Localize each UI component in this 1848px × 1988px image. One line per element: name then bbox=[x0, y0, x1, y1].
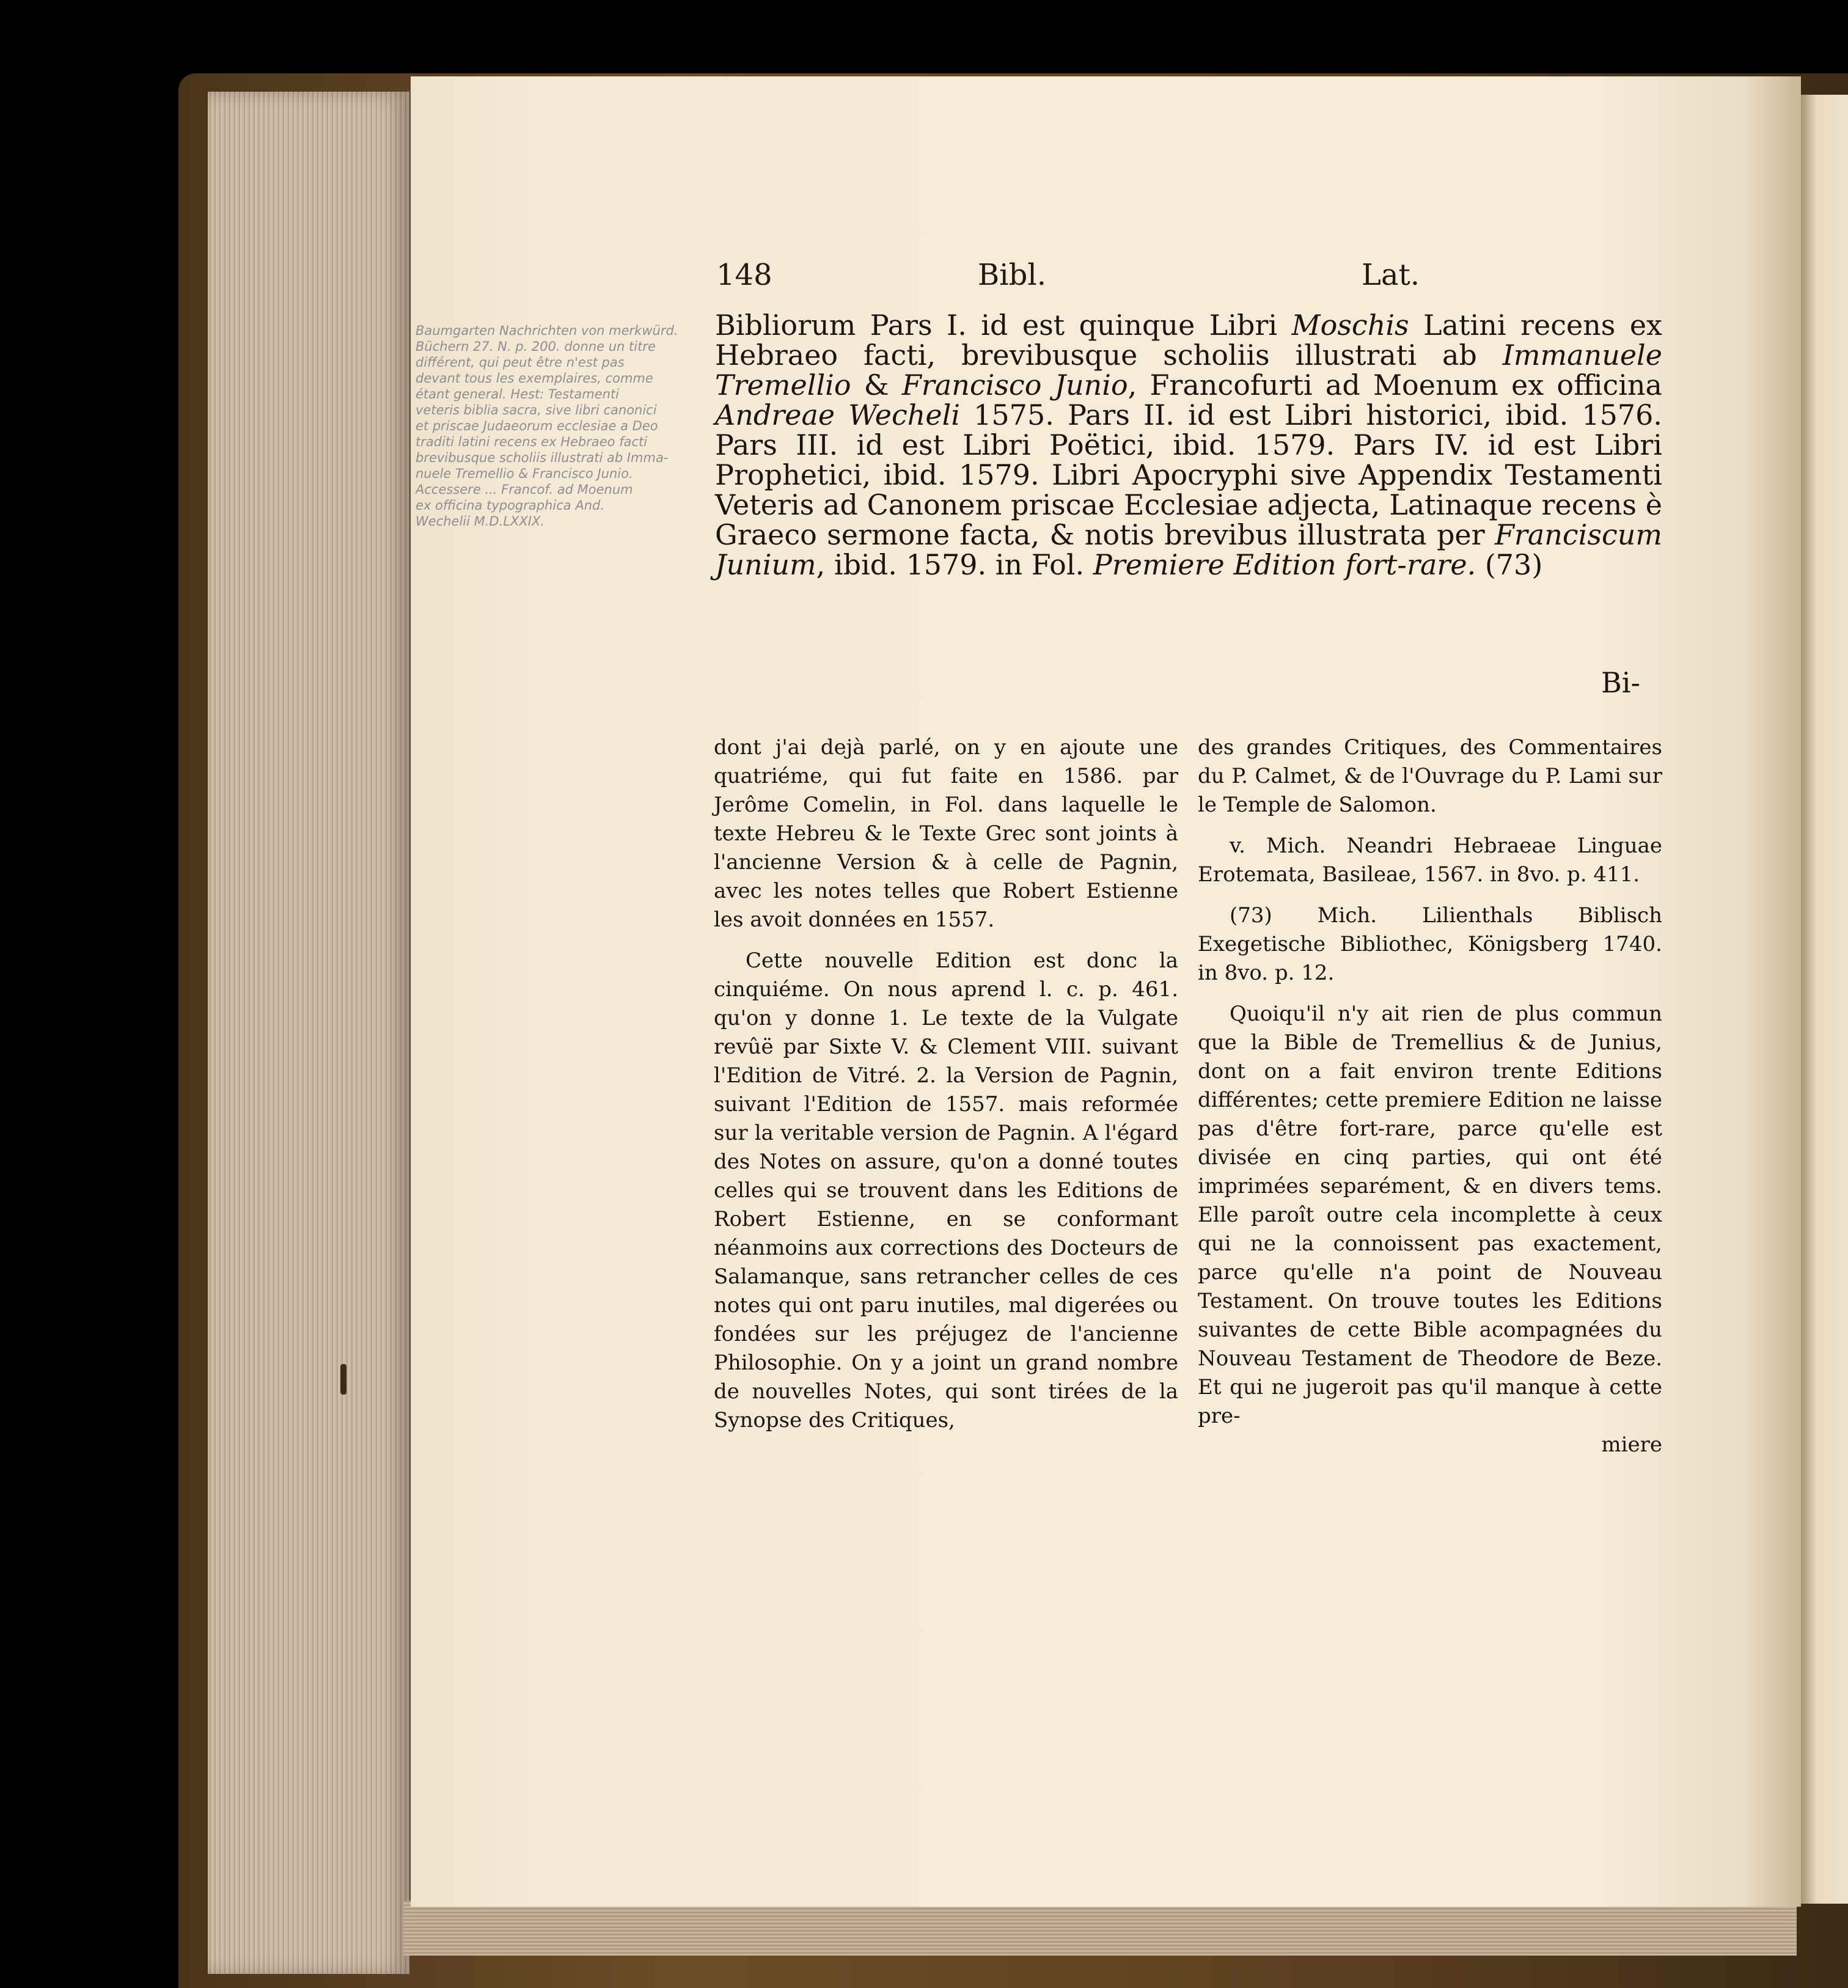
left-column-paragraph: dont j'ai dejà parlé, on y en ajoute une quatriéme, qui fut faite en 1586. par Jerôme Comelin, in Fol. dans laquelle le texte Hebreu & le Texte Grec sont joints à l'ancienne Version & à celle de Pagnin, avec les notes telles que Robert Estienne les avoit données en 1557. bbox=[714, 735, 1178, 932]
entry-italic-segment: Moschis bbox=[1291, 309, 1409, 342]
entry-italic-segment: Francisco Junio bbox=[901, 369, 1128, 402]
marginalia-line: étant general. Hest: Testamenti bbox=[416, 387, 619, 402]
marginalia-line: traditi latini recens ex Hebraeo facti bbox=[416, 435, 648, 449]
marginalia-line: Büchern 27. N. p. 200. donne un titre bbox=[416, 339, 656, 354]
right-column bbox=[1198, 733, 1662, 1472]
running-title-left: Bibl. bbox=[978, 258, 1046, 292]
entry-italic-segment: Franciscum Junium bbox=[715, 518, 1662, 581]
marginalia-line: nuele Tremellio & Francisco Junio. bbox=[416, 466, 633, 481]
handwritten-marginalia bbox=[416, 323, 706, 529]
left-column bbox=[714, 733, 1178, 1447]
entry-segment: 1575. Pars II. id est Libri historici, ibid. 1576. Pars III. id est Libri Poëtici, ibid. 1579. Pars IV. id est Libri Prophetici, ibid. 1579. Libri Apocryphi sive Appendix Testamenti Veteris ad Canonem priscae Ecclesiae adjecta, Latinaque recens è Graeco sermone facta, & notis brevibus illustrata per bbox=[715, 398, 1662, 551]
right-column-paragraph: Quoiqu'il n'y ait rien de plus commun que la Bible de Tremellius & de Junius, dont on a fait environ trente Editions différentes; cette premiere Edition ne laisse pas d'être fort-rare, parce qu'elle est divisée en cinq parties, qui ont été imprimées separément, & en divers tems. Elle paroît outre cela incomplette à ceux qui ne la connoissent pas exactement, parce qu'elle n'a point de Nouveau Testament. On trouve toutes les Editions suivantes de cette Bible acompagnées du Nouveau Testament de Theodore de Beze. Et qui ne jugeroit pas qu'il manque à cette pre- bbox=[1198, 1002, 1662, 1428]
marginalia-line: Wechelii M.D.LXXIX. bbox=[416, 514, 545, 529]
entry-segment: Latini recens ex Hebraeo facti, brevibusque scholiis illustrati ab bbox=[715, 309, 1662, 372]
entry-segment: (73) bbox=[1476, 548, 1543, 581]
entry-italic-segment: Andreae Wecheli bbox=[715, 398, 961, 431]
marginalia-line: devant tous les exemplaires, comme bbox=[416, 371, 653, 386]
marginalia-line: Baumgarten Nachrichten von merkwürd. bbox=[416, 323, 678, 338]
entry-segment: , Francofurti ad Moenum ex officina bbox=[1128, 369, 1662, 402]
right-column-paragraph: des grandes Critiques, des Commentaires du P. Calmet, & de l'Ouvrage du P. Lami sur le Temple de Salomon. bbox=[1198, 735, 1662, 817]
catchword: Bi- bbox=[1601, 666, 1641, 699]
page-edges-bottom bbox=[403, 1901, 1797, 1956]
page-edge-mark bbox=[340, 1364, 346, 1395]
entry-segment: , ibid. 1579. in Fol. bbox=[816, 548, 1093, 581]
marginalia-line: ex officina typographica And. bbox=[416, 498, 605, 513]
entry-italic-segment: Premiere Edition fort-rare. bbox=[1093, 548, 1476, 581]
bibliographic-entry bbox=[715, 310, 1662, 580]
marginalia-line: brevibusque scholiis illustrati ab Imma- bbox=[416, 450, 669, 465]
right-column-catchword: miere bbox=[1601, 1432, 1662, 1457]
marginalia-line: différent, qui peut être n'est pas bbox=[416, 355, 625, 370]
marginalia-line: veteris biblia sacra, sive libri canonici bbox=[416, 403, 657, 417]
page-edges bbox=[208, 92, 409, 1974]
footnote-73: (73) Mich. Lilienthals Biblisch Exegetische Bibliothec, Königsberg 1740. in 8vo. p. 12. bbox=[1198, 903, 1662, 985]
left-column-paragraph: Cette nouvelle Edition est donc la cinquiéme. On nous aprend l. c. p. 461. qu'on y donne 1. Le texte de la Vulgate revûë par Sixte V. & Clement VIII. suivant l'Edition de Vitré. 2. la Version de Pagnin, suivant l'Edition de 1557. mais reformée sur la veritable version de Pagnin. A l'égard des Notes on assure, qu'on a donné toutes celles qui se trouvent dans les Editions de Robert Estienne, en se conformant néanmoins aux corrections des Docteurs de Salamanque, sans retrancher celles de ces notes qui ont paru inutiles, mal digerées ou fondées sur les préjugez de l'ancienne Philosophie. On y a joint un grand nombre de nouvelles Notes, qui sont tirées de la Synopse des Critiques, bbox=[714, 948, 1178, 1432]
marginalia-line: et priscae Judaeorum ecclesiae a Deo bbox=[416, 419, 658, 433]
entry-segment: Bibliorum Pars I. id est quinque Libri bbox=[715, 309, 1292, 342]
entry-italic-segment: Immanuele Tremellio bbox=[715, 339, 1662, 402]
marginalia-line: Accessere ... Francof. ad Moenum bbox=[416, 482, 633, 497]
page-number: 148 bbox=[716, 258, 772, 292]
running-title-right: Lat. bbox=[1362, 258, 1420, 292]
facing-page-edge bbox=[1800, 95, 1848, 1904]
right-column-paragraph: v. Mich. Neandri Hebraeae Linguae Erotemata, Basileae, 1567. in 8vo. p. 411. bbox=[1198, 834, 1662, 887]
entry-segment: & bbox=[851, 369, 902, 402]
